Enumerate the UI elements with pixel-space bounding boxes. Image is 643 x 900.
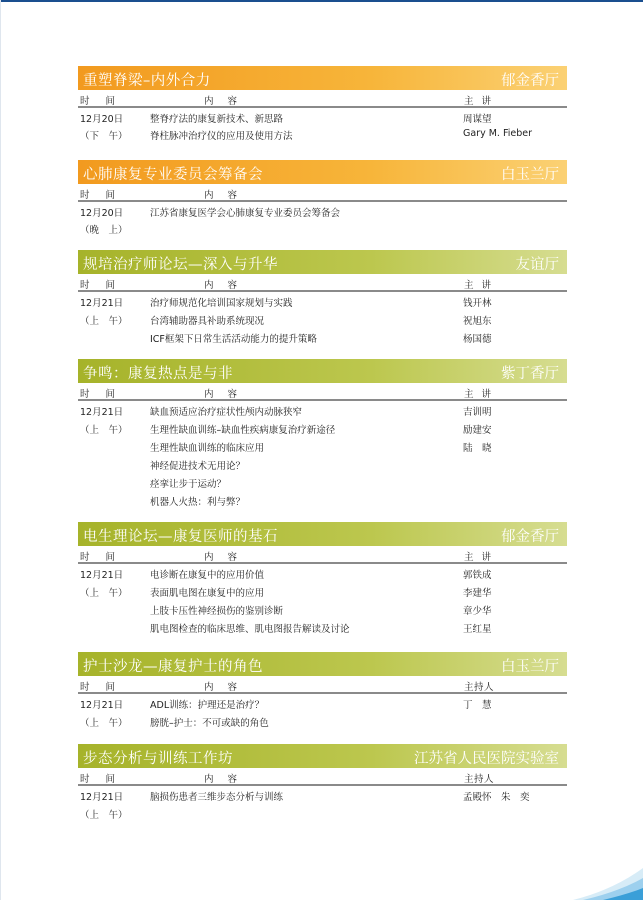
session-title-bar [78, 250, 567, 274]
session-body [78, 292, 567, 348]
column-header [78, 676, 567, 692]
session-period: （上 午） [80, 810, 128, 821]
session-title-bar [78, 522, 567, 546]
session-room: 白玉兰厅 [501, 659, 559, 675]
speaker: 孟殿怀 朱 奕 [463, 792, 530, 803]
header-content: 内容 [204, 190, 252, 201]
speaker: 陆 晓 [463, 443, 492, 454]
session-title: 步态分析与训练工作坊 [83, 751, 233, 767]
session-period: （下 午） [80, 131, 128, 142]
session-body [78, 202, 567, 238]
session-title-bar [78, 652, 567, 676]
column-header [78, 546, 567, 562]
session-title-bar [78, 359, 567, 383]
topic: 整脊疗法的康复新技术、新思路 [150, 114, 284, 125]
session-title: 重塑脊梁–内外合力 [83, 73, 211, 89]
session-body [78, 694, 567, 732]
session-title: 争鸣：康复热点是与非 [83, 366, 233, 382]
header-time: 时间 [80, 389, 132, 400]
top-border-line [0, 0, 643, 2]
topic: 膀胱–护士：不可或缺的角色 [150, 718, 269, 729]
topic: ADL训练：护理还是治疗？ [150, 700, 265, 711]
header-time: 时间 [80, 774, 132, 785]
topic: 电诊断在康复中的应用价值 [150, 570, 265, 581]
header-content: 内容 [204, 280, 252, 291]
session-period: （上 午） [80, 316, 128, 327]
session-period: （晚 上） [80, 225, 128, 236]
header-host: 主持人 [464, 682, 495, 693]
session-body [78, 786, 567, 824]
header-speaker: 主讲 [464, 389, 500, 400]
header-time: 时间 [80, 96, 132, 107]
topic: 上肢卡压性神经损伤的鉴别诊断 [150, 606, 284, 617]
session-title-bar [78, 66, 567, 90]
topic: 江苏省康复医学会心肺康复专业委员会筹备会 [150, 208, 341, 219]
session-date: 12月21日 [80, 792, 124, 803]
column-header [78, 184, 567, 200]
session-date: 12月21日 [80, 407, 124, 418]
session-body [78, 108, 567, 146]
column-header [78, 90, 567, 106]
topic: 缺血预适应治疗症状性颅内动脉狭窄 [150, 407, 303, 418]
header-content: 内容 [204, 552, 252, 563]
session-date: 12月21日 [80, 700, 124, 711]
session-room: 白玉兰厅 [501, 167, 559, 183]
session-butai [78, 744, 567, 824]
speaker: 王红星 [463, 624, 492, 635]
session-title-bar [78, 744, 567, 768]
session-date: 12月21日 [80, 570, 124, 581]
speaker: 祝旭东 [463, 316, 492, 327]
speaker: 杨国德 [463, 334, 492, 345]
session-body [78, 564, 567, 638]
session-room: 郁金香厅 [501, 73, 559, 89]
corner-swoosh-decoration [573, 860, 643, 900]
session-period: （上 午） [80, 588, 128, 599]
speaker: 李建华 [463, 588, 492, 599]
topic: 肌电图检查的临床思维、肌电图报告解读及讨论 [150, 624, 350, 635]
speaker: 章少华 [463, 606, 492, 617]
header-speaker: 主讲 [464, 96, 500, 107]
header-time: 时间 [80, 552, 132, 563]
topic: 脑损伤患者三维步态分析与训练 [150, 792, 284, 803]
session-title-bar [78, 160, 567, 184]
header-content: 内容 [204, 682, 252, 693]
session-hushi [78, 652, 567, 732]
header-content: 内容 [204, 96, 252, 107]
session-date: 12月20日 [80, 114, 124, 125]
header-time: 时间 [80, 280, 132, 291]
session-xinfei [78, 160, 567, 238]
session-zhengji [78, 66, 567, 146]
topic: 生理性缺血训练–缺血性疾病康复治疗新途径 [150, 425, 336, 436]
left-edge-line [0, 0, 1, 900]
header-time: 时间 [80, 190, 132, 201]
session-title: 心肺康复专业委员会筹备会 [83, 167, 263, 183]
session-zhengming [78, 359, 567, 511]
speaker: 励建安 [463, 425, 492, 436]
column-header [78, 768, 567, 784]
topic: 治疗师规范化培训国家规划与实践 [150, 298, 293, 309]
speaker: 钱开林 [463, 298, 492, 309]
topic: 神经促进技术无用论？ [150, 461, 246, 472]
topic: 脊柱脉冲治疗仪的应用及使用方法 [150, 131, 293, 142]
session-guipei [78, 250, 567, 348]
session-title: 规培治疗师论坛—深入与升华 [83, 257, 278, 273]
header-content: 内容 [204, 774, 252, 785]
speaker: Gary M. Fieber [463, 128, 533, 139]
header-speaker: 主讲 [464, 280, 500, 291]
session-title: 护士沙龙—康复护士的角色 [83, 659, 263, 675]
header-host: 主持人 [464, 774, 495, 785]
topic: 生理性缺血训练的临床应用 [150, 443, 265, 454]
speaker: 丁 慧 [463, 700, 492, 711]
topic: 痉挛让步于运动？ [150, 479, 227, 490]
session-dianshengli [78, 522, 567, 638]
column-header [78, 383, 567, 399]
session-body [78, 401, 567, 511]
column-header [78, 274, 567, 290]
speaker: 吉训明 [463, 407, 492, 418]
session-date: 12月20日 [80, 208, 124, 219]
speaker: 周谋望 [463, 114, 492, 125]
session-room: 紫丁香厅 [501, 366, 559, 382]
session-period: （上 午） [80, 425, 128, 436]
session-title: 电生理论坛—康复医师的基石 [83, 529, 278, 545]
speaker: 郭铁成 [463, 570, 492, 581]
session-room: 友谊厅 [515, 257, 559, 273]
header-time: 时间 [80, 682, 132, 693]
session-date: 12月21日 [80, 298, 124, 309]
header-speaker: 主讲 [464, 552, 500, 563]
header-content: 内容 [204, 389, 252, 400]
session-room: 江苏省人民医院实验室 [414, 751, 559, 767]
topic: 表面肌电图在康复中的应用 [150, 588, 265, 599]
topic: ICF框架下日常生活活动能力的提升策略 [150, 334, 317, 345]
session-room: 郁金香厅 [501, 529, 559, 545]
topic: 台湾辅助器具补助系统现况 [150, 316, 265, 327]
session-period: （上 午） [80, 718, 128, 729]
topic: 机器人火热：利与弊？ [150, 497, 246, 508]
